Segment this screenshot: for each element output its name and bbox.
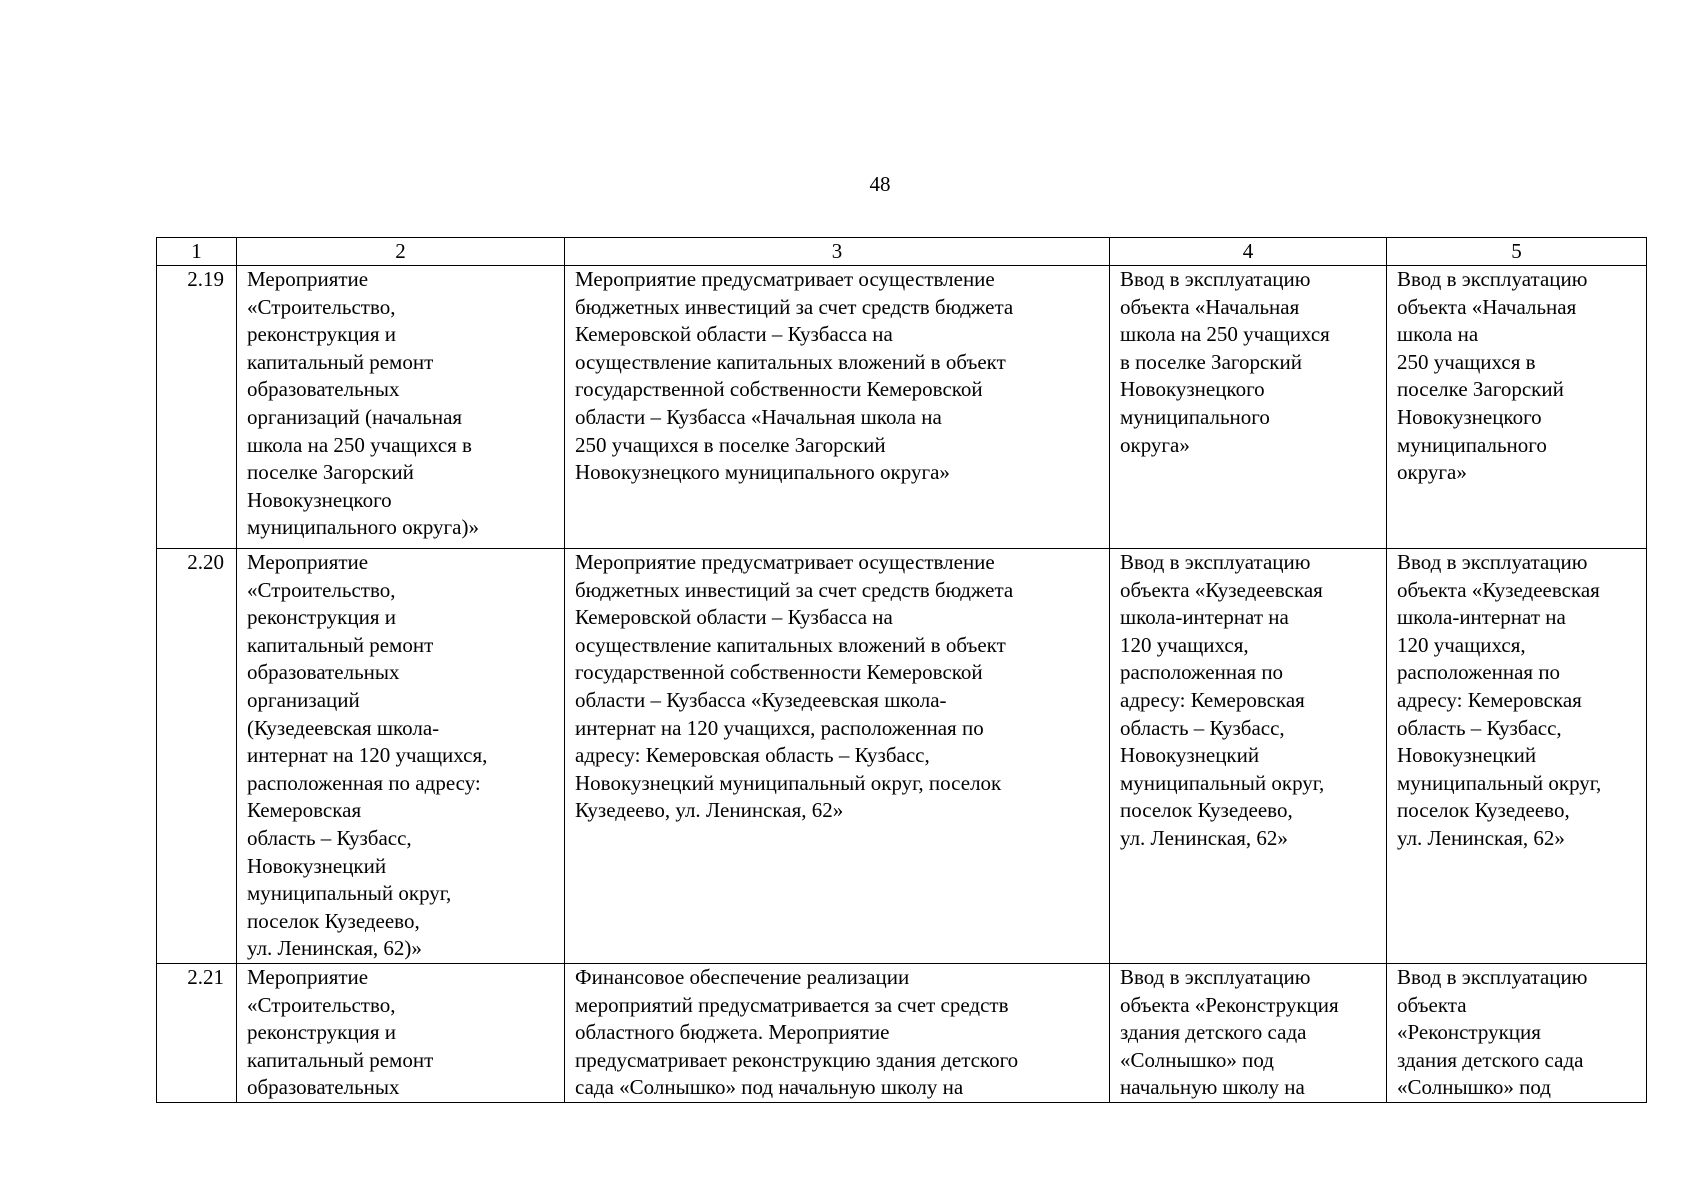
- table-row: [157, 266, 1647, 549]
- header-cell-5: 5: [1387, 238, 1647, 266]
- page-number: 48: [869, 172, 891, 196]
- header-cell-2: 2: [237, 238, 565, 266]
- event-name-cell: Мероприятие «Строительство, реконструкция и капитальный ремонт образовательных организаций (начальная школа на 250 учащихся в поселке Загорский Новокузнецкого муниципального округа)»: [237, 266, 565, 549]
- event-description-cell: Мероприятие предусматривает осуществление бюджетных инвестиций за счет средств бюджета Кемеровской области – Кузбасса на осуществление капитальных вложений в объект государственной собственности Кемеровской области – Кузбасса «Кузедеевская школа- интернат на 120 учащихся, расположенная по адресу: Кемеровская область – Кузбасс, Новокузнецкий муниципальный округ, поселок Кузедеево, ул. Ленинская, 62»: [565, 549, 1110, 964]
- event-description-cell: Мероприятие предусматривает осуществление бюджетных инвестиций за счет средств бюджета Кемеровской области – Кузбасса на осуществление капитальных вложений в объект государственной собственности Кемеровской области – Кузбасса «Начальная школа на 250 учащихся в поселке Загорский Новокузнецкого муниципального округа»: [565, 266, 1110, 549]
- row-number: 2.19: [157, 266, 237, 549]
- indicator-cell: Ввод в эксплуатацию объекта «Реконструкция здания детского сада «Солнышко» под: [1387, 963, 1647, 1102]
- indicator-cell: Ввод в эксплуатацию объекта «Кузедеевская школа-интернат на 120 учащихся, расположенная по адресу: Кемеровская область – Кузбасс, Новокузнецкий муниципальный округ, поселок Кузедеево, ул. Ленинская, 62»: [1387, 549, 1647, 964]
- table-row: [157, 963, 1647, 1102]
- indicator-cell: Ввод в эксплуатацию объекта «Начальная школа на 250 учащихся в поселке Загорский Новокузнецкого муниципального округа»: [1387, 266, 1647, 549]
- expected-result-cell: Ввод в эксплуатацию объекта «Начальная школа на 250 учащихся в поселке Загорский Новокузнецкого муниципального округа»: [1110, 266, 1387, 549]
- event-description-cell: Финансовое обеспечение реализации мероприятий предусматривается за счет средств областного бюджета. Мероприятие предусматривает реконструкцию здания детского сада «Солнышко» под начальную школу на: [565, 963, 1110, 1102]
- row-number: 2.20: [157, 549, 237, 964]
- header-cell-3: 3: [565, 238, 1110, 266]
- header-cell-4: 4: [1110, 238, 1387, 266]
- table-header-row: [157, 238, 1647, 266]
- row-number: 2.21: [157, 963, 237, 1102]
- header-cell-1: 1: [157, 238, 237, 266]
- document-table: [156, 237, 1647, 1103]
- event-name-cell: Мероприятие «Строительство, реконструкция и капитальный ремонт образовательных организаций (Кузедеевская школа- интернат на 120 учащихся, расположенная по адресу: Кемеровская область – Кузбасс, Новокузнецкий муниципальный округ, поселок Кузедеево, ул. Ленинская, 62)»: [237, 549, 565, 964]
- table-row: [157, 549, 1647, 964]
- event-name-cell: Мероприятие «Строительство, реконструкция и капитальный ремонт образовательных: [237, 963, 565, 1102]
- expected-result-cell: Ввод в эксплуатацию объекта «Кузедеевская школа-интернат на 120 учащихся, расположенная по адресу: Кемеровская область – Кузбасс, Новокузнецкий муниципальный округ, поселок Кузедеево, ул. Ленинская, 62»: [1110, 549, 1387, 964]
- expected-result-cell: Ввод в эксплуатацию объекта «Реконструкция здания детского сада «Солнышко» под начальную школу на: [1110, 963, 1387, 1102]
